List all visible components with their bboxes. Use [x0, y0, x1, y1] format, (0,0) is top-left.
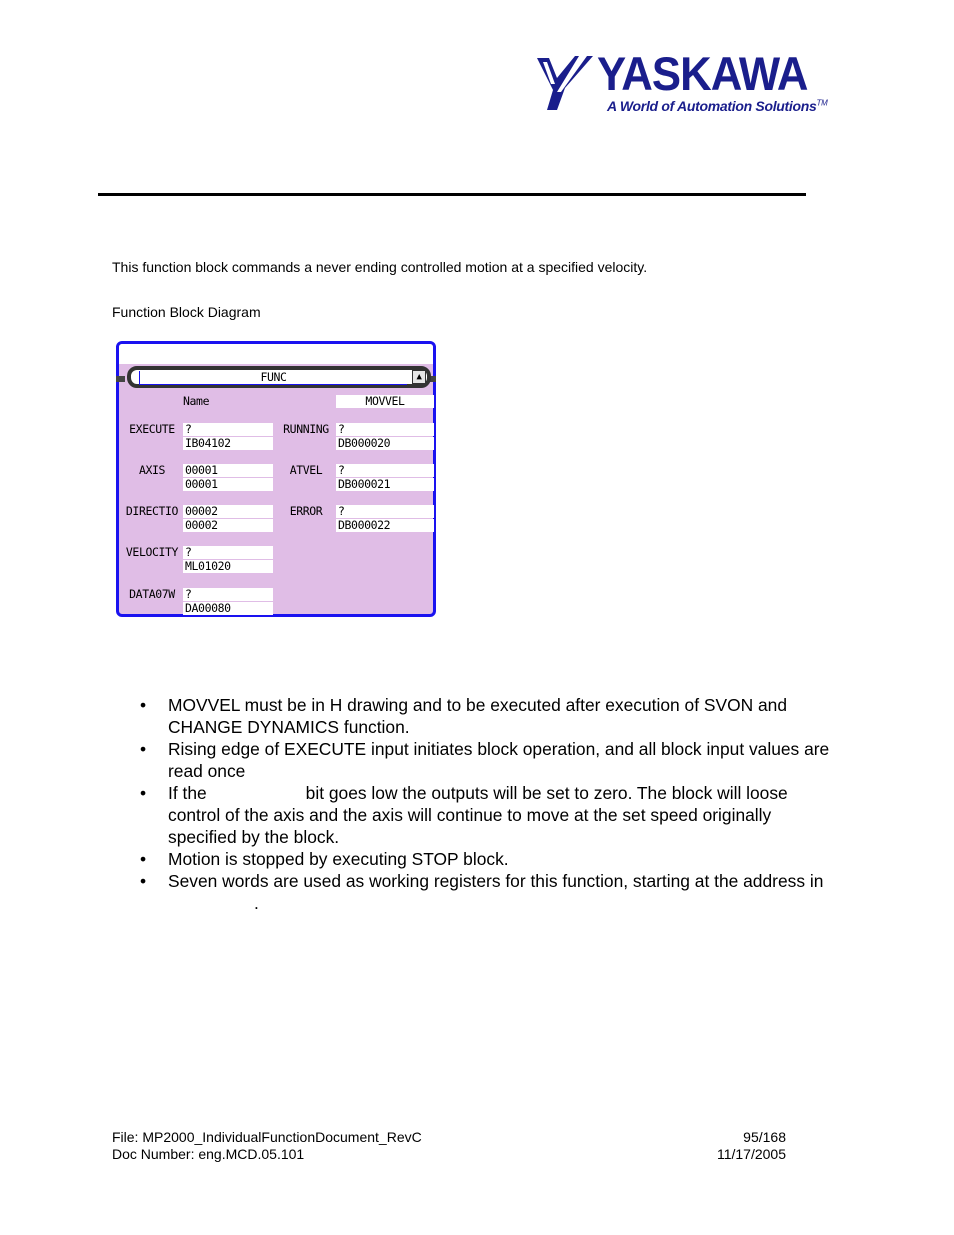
footer-page-number: 95/168 [743, 1129, 786, 1145]
yaskawa-swoosh-icon [535, 52, 601, 114]
footer-date: 11/17/2005 [716, 1146, 786, 1162]
function-block-diagram [116, 341, 436, 617]
bullet-icon: • [140, 783, 147, 803]
output-address-running[interactable]: DB000020 [336, 437, 434, 450]
output-label-running: RUNNING [283, 422, 329, 436]
output-address-atvel[interactable]: DB000021 [336, 478, 434, 491]
input-address-direction[interactable]: 00002 [183, 519, 273, 532]
list-item-text-before: Seven words are used as working registers for this function, starting at the address in [168, 871, 824, 891]
logo-trademark: TM [816, 98, 828, 108]
input-value-direction[interactable]: 00002 [183, 505, 273, 518]
name-label: Name [183, 394, 210, 408]
list-item [140, 782, 840, 848]
input-label-velocity: VELOCITY [125, 545, 179, 559]
name-value-field[interactable]: MOVVEL [336, 395, 434, 408]
page-footer [112, 1129, 786, 1163]
bullet-icon: • [140, 695, 147, 715]
input-address-execute[interactable]: IB04102 [183, 437, 273, 450]
footer-doc-number: Doc Number: eng.MCD.05.101 [112, 1146, 305, 1162]
yaskawa-logo [535, 47, 828, 120]
list-item [140, 694, 840, 738]
output-label-error: ERROR [289, 504, 323, 518]
footer-file: File: MP2000_IndividualFunctionDocument_RevC [112, 1129, 422, 1145]
function-block-top-strip [119, 344, 433, 364]
function-block-header[interactable] [127, 366, 431, 388]
input-label-direction: DIRECTIO [125, 504, 179, 518]
list-item-text: MOVVEL must be in H drawing and to be executed after execution of SVON and CHANGE DYNAMICS function. [168, 695, 787, 737]
notes-list [140, 694, 840, 914]
header-rule [98, 193, 806, 196]
list-item-text: Rising edge of EXECUTE input initiates block operation, and all block input values are read once [168, 739, 830, 781]
input-label-execute: EXECUTE [129, 422, 175, 436]
logo-wordmark: YASKAWA [597, 47, 808, 100]
left-connector-stub [116, 376, 125, 382]
bullet-icon: • [140, 849, 147, 869]
input-address-axis[interactable]: 00001 [183, 478, 273, 491]
output-value-running[interactable]: ? [336, 423, 434, 436]
output-value-error[interactable]: ? [336, 505, 434, 518]
input-value-execute[interactable]: ? [183, 423, 273, 436]
list-item [140, 848, 840, 870]
logo-tagline [607, 98, 827, 114]
input-label-data07w: DATA07W [129, 587, 175, 601]
list-item-text-after: . [254, 893, 259, 913]
function-block-header-label: FUNC [139, 371, 407, 385]
input-address-velocity[interactable]: ML01020 [183, 560, 273, 573]
input-address-data07w[interactable]: DA00080 [183, 602, 273, 615]
bullet-icon: • [140, 739, 147, 759]
list-item [140, 738, 840, 782]
output-label-atvel: ATVEL [289, 463, 323, 477]
list-item-text-after: bit goes low the outputs will be set to zero. The block will loose control of the axis and the axis will continue to move at the set speed originally specified by the block. [168, 783, 788, 847]
logo-tagline-text: A World of Automation Solutions [607, 98, 817, 114]
input-value-axis[interactable]: 00001 [183, 464, 273, 477]
intro-text: This function block commands a never ending controlled motion at a specified velocity. [112, 259, 648, 275]
list-item [140, 870, 840, 914]
list-item-text: Motion is stopped by executing STOP block. [168, 849, 509, 869]
output-value-atvel[interactable]: ? [336, 464, 434, 477]
list-item-text-before: If the [168, 783, 207, 803]
input-value-velocity[interactable]: ? [183, 546, 273, 559]
collapse-arrow-icon[interactable]: ▲ [412, 370, 426, 384]
input-label-axis: AXIS [138, 463, 166, 477]
input-value-data07w[interactable]: ? [183, 588, 273, 601]
output-address-error[interactable]: DB000022 [336, 519, 434, 532]
diagram-label: Function Block Diagram [112, 304, 261, 320]
bullet-icon: • [140, 871, 147, 891]
